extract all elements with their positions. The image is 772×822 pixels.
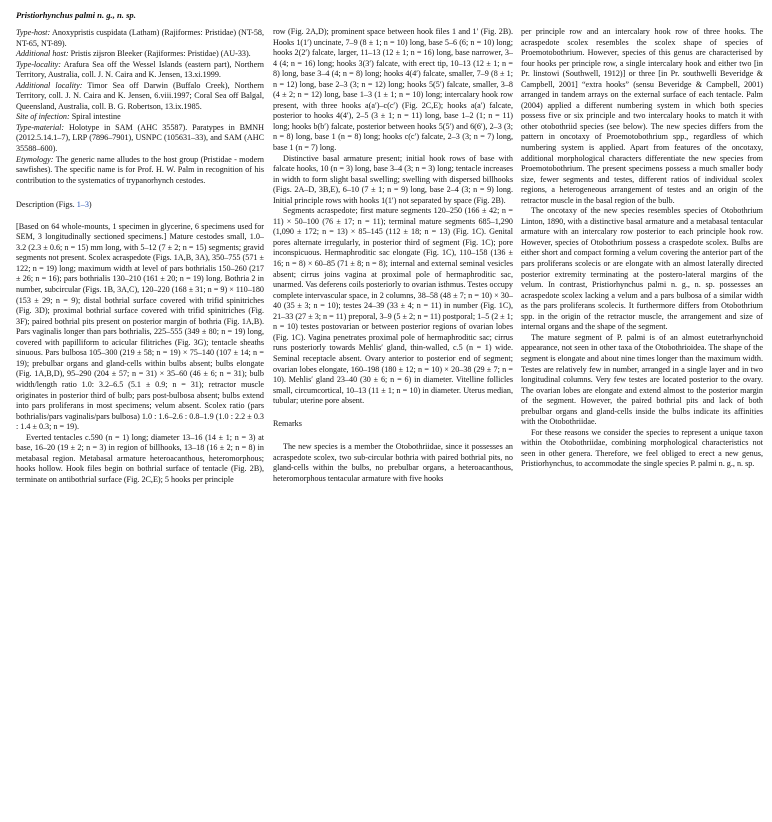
- meta-text: Anoxypristis cuspidata (Latham) (Rajiformes: Pristidae) (NT-58, NT-65, NT-89).: [16, 28, 264, 48]
- description-paragraph: Distinctive basal armature present; initial hook rows of base with falcate hooks, 10 (n = 3) long, base 3–4 (3; n = 3) long; tentacle increases in width to form slight basal swelling; swelling with dispersed billhooks (Figs. 2A–D, 3B,E), 6–10 (7 ± 1; n = 9) long, base 2–4 (3; n = 9) long. Initial principle rows with hooks 1(1′) not separated by space (Fig. 2B).: [273, 153, 513, 205]
- description-paragraph: Everted tentacles c.590 (n = 1) long; diameter 13–16 (14 ± 1; n = 3) at base, 16–20 (19 ± 2; n = 3) in region of billhooks, 13–18 (16 ± 2; n = 8) in metabasal region. Metabasal armature heteroacanthous, heteromorphous; hooks hollow. Hook files begin on bothrial surface of tentacle (Fig. 2B), terminate on antibothrial surface (Fig. 2C,E); 5 hooks per principle: [16, 432, 264, 484]
- column-3: [521, 27, 763, 470]
- meta-label: Type-material:: [16, 122, 65, 132]
- meta-text: Pristis zijsron Bleeker (Rajiformes: Pristidae) (AU-33).: [70, 49, 251, 59]
- remarks-paragraph: The new species is a member the Otobothriidae, since it possesses an acraspedote scolex, two sub-circular bothria with paired bothrial pits, no gland-cells within the bulbs, no prebulbar organs, a heteroacanthous, heteromorphous tentacular armature with five hooks: [273, 442, 513, 483]
- remarks-paragraph: per principle row and an intercalary hook row of three hooks. The acraspedote scolex resembles the scolex shape of species of Proemotobothrium. However, species of this genus are characterised by four hooks per principle row, a single intercalary hook and either two [in Pr. linstowi (Southwell, 1912)] or three [in Pr. southwelli Beveridge & Campbell, 2001] “extra hooks” (sensu Beveridge & Campbell, 2001) arranged in tandem arrays on the external surface of each tentacle. Palm (2004) applied a different numbering system in which both species possess five or six principle and two intercalary hooks to match it with other otobothriid species (see below). The new species differs from the pattern in oncotaxy of Proemotobothrium spp., regardless of which numbering system is applied. Apart from features of the oncotaxy, additional morphological characters differentiate the new species from Proemotobothrium. The present specimens possess a much smaller body size, fewer segments and testes, different ratios of individual scolex regions, a heterogeneous arrangement of testes and an origin of the retractor muscle in the basal region of the bulb.: [521, 27, 763, 205]
- figure-link[interactable]: 1–3: [76, 200, 89, 210]
- meta-type-locality: [16, 60, 264, 81]
- meta-text: The generic name alludes to the host group (Pristidae - modern sawfishes). The specific name is for Prof. H. W. Palm in recognition of his contribution to the systematics of trypanorhynch cestodes.: [16, 154, 264, 185]
- description-heading-end: ): [88, 200, 92, 210]
- meta-label: Type-host:: [16, 28, 51, 37]
- meta-label: Additional host:: [16, 49, 69, 59]
- species-title: Pristiorhynchus palmi n. g., n. sp.: [16, 10, 136, 20]
- description-paragraph: [Based on 64 whole-mounts, 1 specimen in glycerine, 6 specimens used for SEM, 3 longitudinally sectioned specimens.] Mature cestodes small, 1.0–3.2 (2.3 ± 0.6; n = 15) mm long, with 5–12 (7 ± 2; n = 15) segments; gravid segments not present. Scolex acraspedote (Figs. 1A,B, 3A), 350–755 (571 ± 122; n = 19) long; maximum width at level of pars bothrialis 150–260 (217 ± 26; n = 16); pars bothrialis 130–210 (161 ± 20; n = 19) long. Bothria 2 in number, subcircular (Figs. 1B, 3A,C), 120–220 (168 ± 31; n = 9) × 110–180 (153 ± 29; n = 9); distal bothrial surface covered with trifid spinitriches (Fig. 3D); proximal bothrial surface covered with trifid spinitriches (Fig. 3F); paired bothrial pits present on posterior margin of bothria (Fig. 1A,B). Pars vaginalis longer than pars bothrialis, 225–555 (349 ± 80; n = 19) long, covered with papilliform to acicular filitriches (Fig. 3G); tentacle sheaths sinuous. Pars bulbosa 105–300 (219 ± 58; n = 19) × 75–140 (107 ± 14; n = 19); prebulbar organs and gland-cells within bulbs absent; bulbs elongate (Fig. 1A,B,D), 95–290 (204 ± 57; n = 31) × 35–60 (46 ± 6; n = 31); bulb width/length ratio 1.0: 3.2–6.5 (5.1 ± 0.9; n = 31); retractor muscle originates in posterior third of bulb; pars post-bulbosa absent; bulbs extend into pars proliferans in most specimens; velum absent. Scolex ratio (pars bothrialis/pars vaginalis/pars bulbosa) 1.0 : 1.6–2.6 : 0.8–1.9 (1.0 : 2.2 ± 0.3 : 1.4 ± 0.3; n = 19).: [16, 221, 264, 432]
- meta-site-of-infection: [16, 112, 264, 123]
- meta-label: Additional locality:: [16, 80, 83, 90]
- description-heading: [16, 200, 264, 211]
- meta-label: Etymology:: [16, 154, 54, 164]
- column-2: [273, 27, 513, 484]
- remarks-paragraph: For these reasons we consider the species to represent a unique taxon within the Otobothriidae, combining morphological characteristics not seen in other genera. Therefore, we feel obliged to erect a new genus, Pristiorhynchus, to accommodate the single species P. palmi n. g., n. sp.: [521, 427, 763, 469]
- meta-text: Arafura Sea off the Wessel Islands (eastern part), Northern Territory, Australia, coll. J. N. Caira and K. Jensen, 13.xi.1999.: [16, 59, 264, 80]
- meta-text: Spiral intestine: [71, 112, 121, 122]
- meta-label: Type-locality:: [16, 59, 61, 69]
- column-1: [16, 28, 264, 485]
- description-paragraph: Segments acraspedote; first mature segments 120–250 (166 ± 42; n = 11) × 50–100 (76 ± 17; n = 11); terminal mature segments 685–1,290 (1,090 ± 172; n = 13) × 85–145 (112 ± 18; n = 13) (Fig. 1C). Genital pores alternate irregularly, in posterior third of segment (Fig. 1C); pore inconspicuous. Hermaphroditic sac elongate (Fig. 1C), 110–158 (136 ± 16; n = 8) × 60–85 (71 ± 8; n = 8); internal and external seminal vesicles absent; cirrus joins vagina at proximal pole of hermaphroditic sac, unarmed. Vas deferens coils posteriorly to ovarian isthmus. Testes occupy complete intervascular space, in 2 columns, 38–58 (48 ± 7; n = 10) × 30–40 (35 ± 3; n = 10); testes 24–39 (33 ± 4; n = 11) in number (Fig. 1C), 21–33 (27 ± 3; n = 11) preporal, 3–9 (5 ± 2; n = 11) postporal; 1–5 (2 ± 1; n = 10) testes postovarian or between posterior regions of ovarian lobes (Fig. 1C). Vagina penetrates proximal pole of hermaphroditic sac; cirrus runs posteriorly towards Mehlis′ gland, thin-walled, c.5 (n = 1) wide. Seminal receptacle absent. Ovary anterior to posterior end of segment; ovarian lobes elongate, 160–198 (180 ± 12; n = 10) × 20–38 (29 ± 7; n = 10). Mehlis′ gland 23–40 (30 ± 6; n = 6) in diameter. Vitelline follicles small, circumcortical, 10–13 (11 ± 1; n = 10) in diameter. Uterus median, tubular; uterine pore absent.: [273, 206, 513, 406]
- remarks-heading: Remarks: [273, 418, 302, 428]
- meta-additional-locality: [16, 81, 264, 113]
- remarks-paragraph: The oncotaxy of the new species resembles species of Otobothrium Linton, 1890, with a distinctive basal armature and a metabasal tentacular armature with an intercalary row posterior to each principle hook row. However, species of Otobothrium possess a craspedote scolex. Bulbs are either short and compact forming a velum covering the anterior part of the pars proliferans scolecis or are elongate with an almost laterally directed posterior extremity terminating at the postero-lateral margins of the velum. In contrast, Pristiorhynchus palmi n. g., n. sp. possesses an acraspedote scolex lacking a velum and a pars bulbosa of a similar width as the pars proliferans scolecis. It furthermore differs from Otobothrium spp. in the origin of the retractor muscle, the arrangement and size of internal organs and the shape of the segment.: [521, 206, 763, 332]
- remarks-paragraph: The mature segment of P. palmi is of an almost eutetrarhynchoid appearance, not seen in other taxa of the Otobothrioidea. The shape of the segment is elongate and about nine times longer than the maximum width. Testes are relatively few in number, arranged in a single layer and in two longitudinal columns. Very few testes are located posterior to the ovary. The ovarian lobes are elongate and extend almost to the posterior margin of the segment. However, the paired bothrial pits and lack of both prebulbar organs and gland-cells inside the bulbs indicate its affinities with the Otobothriidae.: [521, 332, 763, 427]
- meta-text: Timor Sea off Darwin (Buffalo Creek), Northern Territory, coll. J. N. Caira and K. Jensen, 6.viii.1997; Coral Sea off Balgal, Queensland, Australia, coll. B. G. Robertson, 13.ix.1985.: [16, 80, 264, 111]
- meta-etymology: [16, 155, 264, 187]
- meta-text: Holotype in SAM (AHC 35587). Paratypes in BMNH (2012.5.14.1–7), LRP (7896–7901), USNPC (105631–33), and SAM (AHC 35588–600).: [16, 122, 264, 154]
- description-heading-text: Description (Figs.: [16, 200, 77, 210]
- meta-type-host: [16, 28, 264, 49]
- meta-label: Site of infection:: [16, 112, 70, 122]
- description-paragraph: row (Fig. 2A,D); prominent space between hook files 1 and 1′ (Fig. 2B). Hooks 1(1′) uncinate, 7–9 (8 ± 1; n = 10) long, base 5–6 (6; n = 10) long; hooks 2(2′) falcate, larger, 11–13 (12 ± 1; n = 16) long, base narrower, 3–4 (4; n = 16) long; hooks 3(3′) falcate, with erect tip, 10–13 (12 ± 1; n = 8) long, base 3–4 (4; n = 8) long; hooks 4(4′) falcate, smaller, 7–9 (8 ± 1; n = 12) long, base 2–3 (3; n = 12) long; hooks 5(5′) falcate, smaller, 3–8 (4 ± 2; n = 12) long, base 1–3 (1 ± 1; n = 10) long; intercalary hook row present, with three hooks a(a′)–c(c′) (Fig. 2C,E); hooks a(a′) falcate, posterior to hooks 4(4′), 2–5 (3 ± 1; n = 11) long, base 1–2 (1; n = 11) long; hooks b(b′) falcate, posterior between hooks 5(5′) and 6(6′), 2–3 (3; n = 8) long, base 1 (n = 8) long; hooks c(c′) falcate, 2–3 (3; n = 7) long, base 1 (n = 7) long.: [273, 27, 513, 153]
- meta-type-material: [16, 123, 264, 155]
- meta-additional-host: [16, 49, 264, 60]
